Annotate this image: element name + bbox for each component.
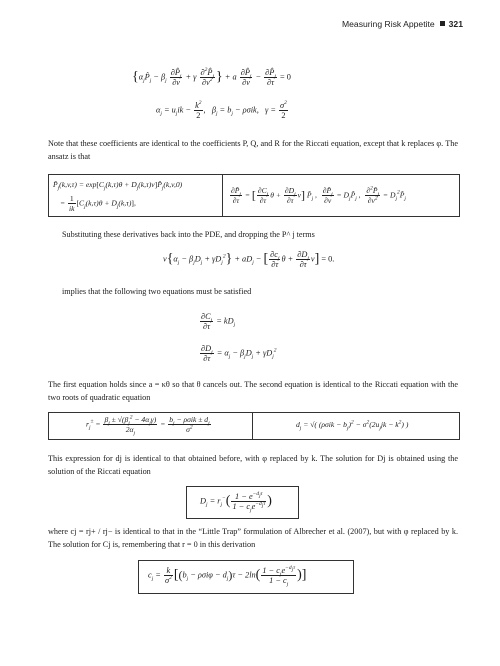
equation-d-solution: $D_j = r_j^-$( $\frac{1 - e^{-d_j\tau}}{1 - c_je^{-d_j\tau}}$ ) — [200, 491, 272, 514]
page-number: 321 — [448, 19, 463, 29]
equation-derivatives: $\frac{\partial P̂_j}{\partial\tau}$ = [ $\frac{\partial C_j}{\partial\tau}$ θ + $\frac{\partial D_j}{\partial\tau}$ v] $P̂_j$ , $\frac{\partial P̂_j}{\partial v}$ = $D_jP̂_j$ , $\frac{\partial^2P̂_j}{\partial v^2}$ = $D_j^2P̂_j$ — [231, 185, 406, 205]
equation-ode-d: $\frac{\partial D_j}{\partial\tau}$ = $\alpha_j - \beta_jD_j + \gamma D_j^2$ — [201, 344, 277, 363]
paragraph-1: Note that these coefficients are identical to the coefficients P, Q, and R for the Riccati equation, except that k replaces φ. The ansatz is that — [48, 139, 458, 161]
ansatz-divider — [222, 174, 223, 216]
paragraph-6: where cj = rj+ / rj− is identical to that in the “Little Trap” formulation of Albrecher et al. (2007), but with φ replaced by k. The solution for Cj is, remembering that r = 0 in this derivation — [48, 527, 458, 549]
paragraph-5: This expression for dj is identical to that obtained before, with φ replaced by k. The solution for Dj is obtained using the solution of the Riccati equation — [48, 454, 458, 476]
equation-substitution: $v\{\alpha_j - \beta_jD_j + \gamma D_j^2\} + aD_j$ − [ $\frac{\partial c_j}{\partial\tau}$ θ + $\frac{\partial D_j}{\partial\tau}$ v] = 0. — [163, 250, 335, 269]
equation-pde: {$\alpha_jP̂_j - \beta_j$ $\frac{\partial P̂_j}{\partial v}$ + γ $\frac{\partial^2P̂_j}{\partial v^2}$ } + a $\frac{\partial P̂_j}{\partial v}$ − $\frac{\partial P̂_j}{\partial\tau}$ = 0 — [132, 67, 291, 87]
running-title: Measuring Risk Appetite — [341, 19, 435, 29]
paragraph-3: implies that the following two equations must be satisfied — [62, 287, 252, 296]
roots-divider — [252, 412, 253, 439]
running-header — [342, 19, 463, 29]
equation-dj: $d_j$ = √( $(\rho\sigma ik - b_j)^2 - \sigma^2(2u_jjk - k^2)$ ) — [296, 419, 409, 432]
equation-ansatz-line2: = $\frac{1}{ik}$ $[C_j(k,\tau)\theta + D_j(k,\tau)]$, — [60, 194, 136, 213]
paragraph-4: The first equation holds since a = κθ so that θ cancels out. The second equation is identical to the Riccati equation with the two roots of quadratic equation — [48, 380, 458, 402]
equation-ansatz-line1: $P̂_j(k,v,\tau) = \exp[C_j(k,\tau)\theta$ + $D_j(k,\tau)v]P̂_j(k,v,0)$ — [53, 180, 183, 192]
equation-c-solution: $c_j$ = $\frac{k}{\sigma^2}$ [$(b_j - \rho\sigma i\varphi - d_j)\tau - 2\ln$( $\frac{1 - c_je^{-d_j\tau}}{1 - c_j}$ )] — [148, 565, 307, 588]
equation-ode-c: $\frac{\partial C_j}{\partial\tau}$ = $kD_j$ — [201, 312, 236, 331]
square-bullet-icon — [440, 21, 445, 26]
equation-roots: $r_j^\pm$ = $\frac{\beta_j \pm √(\beta_j^2 - 4\alpha_j\gamma)}{2\alpha_j}$ = $\frac{b_j - \rho\sigma ik \pm d_j}{\sigma^2}$ — [86, 414, 210, 437]
equation-coefficients: $\alpha_j = u_jik$ − $\frac{k^2}{2}$ , $\beta_j = b_j - \rho\sigma ik$, γ = $\frac{\sigma^2}{2}$ — [156, 100, 287, 120]
paragraph-2: Substituting these derivatives back into the PDE, and dropping the P^ j terms — [62, 230, 315, 239]
